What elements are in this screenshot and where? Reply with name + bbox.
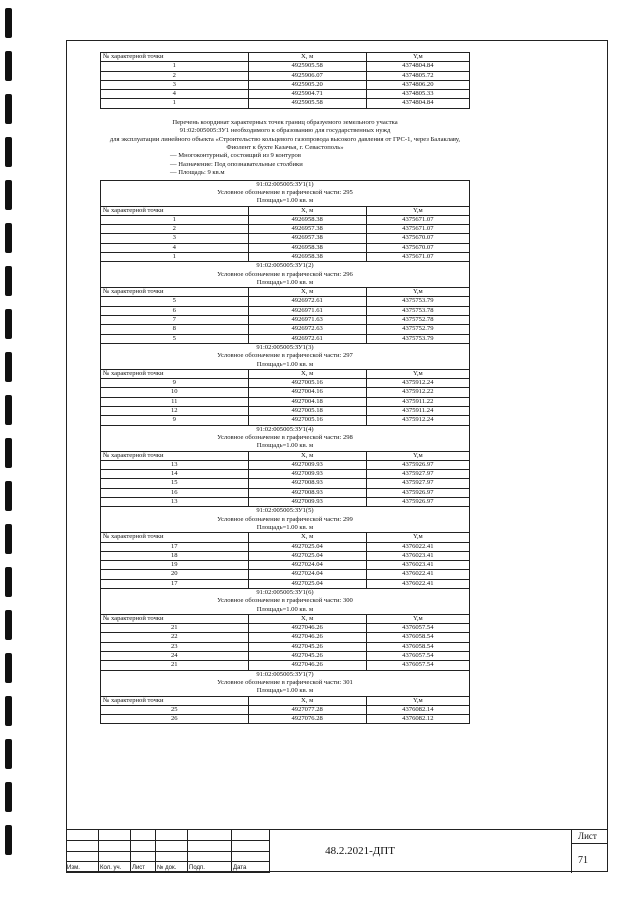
section-designation-row <box>101 189 470 197</box>
y-coordinate: 4375926.97 <box>366 488 469 497</box>
header-point: № характерной точки <box>101 614 249 623</box>
header-x: X, м <box>248 451 366 460</box>
binding-mark <box>5 825 12 855</box>
point-number: 13 <box>101 498 249 507</box>
table-row <box>101 306 470 315</box>
table-row <box>101 460 470 469</box>
sheet-label: Лист <box>578 831 597 841</box>
y-coordinate: 4375927.97 <box>366 470 469 479</box>
point-number: 2 <box>101 225 249 234</box>
table-row <box>101 325 470 334</box>
header-x: X, м <box>248 533 366 542</box>
x-coordinate: 4925905.20 <box>248 80 366 89</box>
point-number: 24 <box>101 652 249 661</box>
x-coordinate: 4927005.16 <box>248 416 366 425</box>
table-header-row <box>101 614 470 623</box>
intro-item-1: — Многоконтурный, состоящий из 9 контуров <box>170 152 301 160</box>
table-header-row <box>101 288 470 297</box>
header-y: Y,м <box>366 614 469 623</box>
section-area: Площадь=1.00 кв. м <box>101 524 470 533</box>
x-coordinate: 4927005.18 <box>248 407 366 416</box>
binding-mark <box>5 352 12 382</box>
y-coordinate: 4376057.54 <box>366 652 469 661</box>
binding-mark <box>5 782 12 812</box>
section-designation: Условное обозначение в графической части: 296 <box>101 271 470 279</box>
y-coordinate: 4375912.22 <box>366 388 469 397</box>
section-area: Площадь=1.00 кв. м <box>101 442 470 451</box>
y-coordinate: 4376082.14 <box>366 705 469 714</box>
stamp-label: Подп. <box>189 865 205 871</box>
y-coordinate: 4375912.24 <box>366 416 469 425</box>
header-point: № характерной точки <box>101 206 249 215</box>
x-coordinate: 4926972.63 <box>248 325 366 334</box>
intro-line-2: 91:02:005005:ЗУ1 необходимого к образованию для государственных нужд <box>179 127 391 135</box>
stamp-cell <box>131 852 156 862</box>
section-id: 91:02:005005:ЗУ1(7) <box>101 670 470 679</box>
intro-line-1: Перечень координат характерных точек границ образуемого земельного участка <box>172 118 398 126</box>
x-coordinate: 4927005.16 <box>248 379 366 388</box>
x-coordinate: 4927025.04 <box>248 579 366 588</box>
table-row <box>101 416 470 425</box>
y-coordinate: 4375752.79 <box>366 325 469 334</box>
binding-mark <box>5 180 12 210</box>
y-coordinate: 4375911.24 <box>366 407 469 416</box>
y-coordinate: 4374806.20 <box>366 80 469 89</box>
point-number: 3 <box>101 80 249 89</box>
x-coordinate: 4927008.93 <box>248 488 366 497</box>
header-point: № характерной точки <box>101 533 249 542</box>
header-y: Y,м <box>366 533 469 542</box>
intro-line-4: Фиолент к бухте Казачья, г. Севастополь» <box>226 144 344 151</box>
section-id: 91:02:005005:ЗУ1(1) <box>101 180 470 189</box>
x-coordinate: 4926957.38 <box>248 234 366 243</box>
header-x: X, м <box>248 288 366 297</box>
stamp-cell <box>131 830 156 841</box>
table-row <box>101 470 470 479</box>
y-coordinate: 4376022.41 <box>366 579 469 588</box>
point-number: 8 <box>101 325 249 334</box>
binding-mark <box>5 653 12 683</box>
table-row <box>101 551 470 560</box>
table-row <box>101 479 470 488</box>
coordinate-content <box>100 52 470 724</box>
section-id: 91:02:005005:ЗУ1(2) <box>101 262 470 271</box>
x-coordinate: 4927046.26 <box>248 624 366 633</box>
intro-item-2: — Назначение: Под опознавательные столбики <box>170 160 303 168</box>
section-area: Площадь=1.00 кв. м <box>101 279 470 288</box>
table-row <box>101 243 470 252</box>
table-row <box>101 407 470 416</box>
section-designation: Условное обозначение в графической части: 300 <box>101 597 470 605</box>
table-row <box>101 334 470 343</box>
table-row <box>101 542 470 551</box>
table-row <box>101 215 470 224</box>
y-coordinate: 4376023.41 <box>366 551 469 560</box>
binding-mark <box>5 94 12 124</box>
stamp-cell <box>131 841 156 852</box>
x-coordinate: 4927009.93 <box>248 470 366 479</box>
header-x: X, м <box>248 369 366 378</box>
point-number: 3 <box>101 234 249 243</box>
section-area: Площадь=1.00 кв. м <box>101 606 470 615</box>
x-coordinate: 4927045.26 <box>248 642 366 651</box>
y-coordinate: 4375753.79 <box>366 297 469 306</box>
section-id-row <box>101 588 470 597</box>
point-number: 16 <box>101 488 249 497</box>
header-point: № характерной точки <box>101 288 249 297</box>
binding-mark <box>5 567 12 597</box>
y-coordinate: 4375926.97 <box>366 498 469 507</box>
point-number: 12 <box>101 407 249 416</box>
y-coordinate: 4374804.84 <box>366 99 469 108</box>
section-id: 91:02:005005:ЗУ1(6) <box>101 588 470 597</box>
section-id-row <box>101 507 470 516</box>
section-area-row <box>101 279 470 288</box>
stamp-cell <box>66 862 99 873</box>
point-number: 21 <box>101 661 249 670</box>
point-number: 10 <box>101 388 249 397</box>
intro-line-3: для эксплуатации линейного объекта «Строительство кольцевого газопровода высокого давления от ГРС-1, через Балаклаву, <box>109 135 461 143</box>
y-coordinate: 4376082.12 <box>366 715 469 724</box>
point-number: 9 <box>101 379 249 388</box>
table-row <box>101 62 470 71</box>
contour-coordinate-table <box>100 180 470 725</box>
x-coordinate: 4925906.07 <box>248 71 366 80</box>
binding-mark <box>5 481 12 511</box>
x-coordinate: 4926972.61 <box>248 297 366 306</box>
point-number: 1 <box>101 62 249 71</box>
x-coordinate: 4927025.04 <box>248 542 366 551</box>
top-coordinate-table <box>100 52 470 109</box>
x-coordinate: 4926958.38 <box>248 253 366 262</box>
sheet-number: 71 <box>578 855 588 866</box>
point-number: 19 <box>101 561 249 570</box>
x-coordinate: 4926972.61 <box>248 334 366 343</box>
point-number: 4 <box>101 243 249 252</box>
table-row <box>101 297 470 306</box>
x-coordinate: 4927025.04 <box>248 551 366 560</box>
binding-mark <box>5 610 12 640</box>
section-area-row <box>101 361 470 370</box>
point-number: 22 <box>101 633 249 642</box>
binding-mark <box>5 739 12 769</box>
table-row <box>101 579 470 588</box>
point-number: 25 <box>101 705 249 714</box>
stamp-cell <box>99 852 131 862</box>
x-coordinate: 4926971.61 <box>248 306 366 315</box>
point-number: 6 <box>101 306 249 315</box>
point-number: 1 <box>101 215 249 224</box>
x-coordinate: 4927045.26 <box>248 652 366 661</box>
section-id-row <box>101 670 470 679</box>
header-x: X, м <box>248 53 366 62</box>
section-area: Площадь=1.00 кв. м <box>101 361 470 370</box>
y-coordinate: 4375671.07 <box>366 253 469 262</box>
x-coordinate: 4927046.26 <box>248 661 366 670</box>
header-point: № характерной точки <box>101 451 249 460</box>
x-coordinate: 4927009.93 <box>248 460 366 469</box>
y-coordinate: 4375670.07 <box>366 234 469 243</box>
y-coordinate: 4375912.24 <box>366 379 469 388</box>
y-coordinate: 4375671.07 <box>366 215 469 224</box>
section-area-row <box>101 524 470 533</box>
stamp-cell <box>66 852 99 862</box>
point-number: 5 <box>101 334 249 343</box>
y-coordinate: 4375753.78 <box>366 306 469 315</box>
header-y: Y,м <box>366 53 469 62</box>
stamp-label: Лист <box>132 865 146 871</box>
point-number: 20 <box>101 570 249 579</box>
point-number: 17 <box>101 542 249 551</box>
binding-mark <box>5 524 12 554</box>
point-number: 17 <box>101 579 249 588</box>
table-row <box>101 661 470 670</box>
y-coordinate: 4374804.84 <box>366 62 469 71</box>
list-intro <box>100 119 470 178</box>
table-header-row <box>101 369 470 378</box>
stamp-cell <box>66 841 99 852</box>
table-row <box>101 624 470 633</box>
section-id: 91:02:005005:ЗУ1(4) <box>101 425 470 434</box>
section-designation: Условное обозначение в графической части: 295 <box>101 189 470 197</box>
point-number: 15 <box>101 479 249 488</box>
binding-mark <box>5 309 12 339</box>
y-coordinate: 4376057.54 <box>366 661 469 670</box>
stamp-cell <box>66 830 99 841</box>
table-row <box>101 488 470 497</box>
table-row <box>101 225 470 234</box>
point-number: 11 <box>101 397 249 406</box>
point-number: 13 <box>101 460 249 469</box>
table-row <box>101 90 470 99</box>
header-x: X, м <box>248 696 366 705</box>
section-designation-row <box>101 352 470 360</box>
section-designation-row <box>101 516 470 524</box>
table-row <box>101 570 470 579</box>
point-number: 23 <box>101 642 249 651</box>
section-designation: Условное обозначение в графической части: 298 <box>101 434 470 442</box>
point-number: 26 <box>101 715 249 724</box>
x-coordinate: 4925905.58 <box>248 99 366 108</box>
table-row <box>101 316 470 325</box>
stamp-cell <box>99 862 131 873</box>
section-designation-row <box>101 434 470 442</box>
binding-mark <box>5 696 12 726</box>
table-row <box>101 715 470 724</box>
stamp-label: № док. <box>157 865 177 871</box>
section-id-row <box>101 180 470 189</box>
document-code: 48.2.2021-ДПТ <box>325 845 395 857</box>
table-row <box>101 99 470 108</box>
x-coordinate: 4927077.28 <box>248 705 366 714</box>
section-id: 91:02:005005:ЗУ1(3) <box>101 343 470 352</box>
y-coordinate: 4375911.22 <box>366 397 469 406</box>
section-area: Площадь=1.00 кв. м <box>101 687 470 696</box>
stamp-label: Изм. <box>67 865 80 871</box>
y-coordinate: 4376058.54 <box>366 642 469 651</box>
point-number: 2 <box>101 71 249 80</box>
y-coordinate: 4375752.78 <box>366 316 469 325</box>
y-coordinate: 4376022.41 <box>366 542 469 551</box>
y-coordinate: 4376022.41 <box>366 570 469 579</box>
table-row <box>101 234 470 243</box>
x-coordinate: 4926957.38 <box>248 225 366 234</box>
y-coordinate: 4375753.79 <box>366 334 469 343</box>
table-row <box>101 633 470 642</box>
table-row <box>101 80 470 89</box>
section-id-row <box>101 425 470 434</box>
x-coordinate: 4926958.38 <box>248 243 366 252</box>
x-coordinate: 4925905.58 <box>248 62 366 71</box>
section-designation: Условное обозначение в графической части: 297 <box>101 352 470 360</box>
header-point: № характерной точки <box>101 369 249 378</box>
x-coordinate: 4927004.18 <box>248 397 366 406</box>
y-coordinate: 4376023.41 <box>366 561 469 570</box>
header-y: Y,м <box>366 451 469 460</box>
header-point: № характерной точки <box>101 696 249 705</box>
point-number: 21 <box>101 624 249 633</box>
section-id-row <box>101 262 470 271</box>
x-coordinate: 4927024.04 <box>248 561 366 570</box>
point-number: 1 <box>101 99 249 108</box>
point-number: 4 <box>101 90 249 99</box>
header-y: Y,м <box>366 369 469 378</box>
x-coordinate: 4927004.16 <box>248 388 366 397</box>
y-coordinate: 4376057.54 <box>366 624 469 633</box>
x-coordinate: 4927076.28 <box>248 715 366 724</box>
header-y: Y,м <box>366 206 469 215</box>
binding-mark <box>5 51 12 81</box>
section-area-row <box>101 197 470 206</box>
x-coordinate: 4927009.93 <box>248 498 366 507</box>
table-row <box>101 498 470 507</box>
x-coordinate: 4926971.63 <box>248 316 366 325</box>
table-header-row <box>101 53 470 62</box>
header-y: Y,м <box>366 288 469 297</box>
table-row <box>101 561 470 570</box>
binding-mark <box>5 137 12 167</box>
binding-mark <box>5 266 12 296</box>
binding-mark <box>5 8 12 38</box>
section-area: Площадь=1.00 кв. м <box>101 197 470 206</box>
section-designation-row <box>101 679 470 687</box>
stamp-label: Дата <box>233 865 247 871</box>
table-header-row <box>101 206 470 215</box>
header-point: № характерной точки <box>101 53 249 62</box>
y-coordinate: 4375927.97 <box>366 479 469 488</box>
y-coordinate: 4376058.54 <box>366 633 469 642</box>
stamp-cell <box>99 841 131 852</box>
header-x: X, м <box>248 206 366 215</box>
table-row <box>101 253 470 262</box>
y-coordinate: 4375926.97 <box>366 460 469 469</box>
section-area-row <box>101 442 470 451</box>
intro-item-3: — Площадь: 9 кв.м <box>170 169 225 177</box>
point-number: 5 <box>101 297 249 306</box>
binding-mark <box>5 395 12 425</box>
section-designation: Условное обозначение в графической части: 299 <box>101 516 470 524</box>
point-number: 14 <box>101 470 249 479</box>
table-row <box>101 397 470 406</box>
table-row <box>101 71 470 80</box>
table-header-row <box>101 696 470 705</box>
y-coordinate: 4374805.72 <box>366 71 469 80</box>
section-area-row <box>101 687 470 696</box>
stamp-cell <box>131 862 156 873</box>
y-coordinate: 4375671.07 <box>366 225 469 234</box>
table-row <box>101 388 470 397</box>
binding-mark <box>5 223 12 253</box>
header-y: Y,м <box>366 696 469 705</box>
section-area-row <box>101 606 470 615</box>
stamp-label: Кол. уч. <box>100 865 122 871</box>
stamp-cell <box>99 830 131 841</box>
point-number: 1 <box>101 253 249 262</box>
binding-mark <box>5 438 12 468</box>
x-coordinate: 4926958.38 <box>248 215 366 224</box>
section-id-row <box>101 343 470 352</box>
table-header-row <box>101 451 470 460</box>
point-number: 9 <box>101 416 249 425</box>
table-row <box>101 652 470 661</box>
header-x: X, м <box>248 614 366 623</box>
point-number: 18 <box>101 551 249 560</box>
x-coordinate: 4925904.71 <box>248 90 366 99</box>
y-coordinate: 4375670.07 <box>366 243 469 252</box>
binding-strip <box>0 0 30 905</box>
section-designation-row <box>101 271 470 279</box>
x-coordinate: 4927024.04 <box>248 570 366 579</box>
x-coordinate: 4927046.26 <box>248 633 366 642</box>
point-number: 7 <box>101 316 249 325</box>
section-id: 91:02:005005:ЗУ1(5) <box>101 507 470 516</box>
section-designation: Условное обозначение в графической части: 301 <box>101 679 470 687</box>
table-row <box>101 705 470 714</box>
table-row <box>101 379 470 388</box>
y-coordinate: 4374805.33 <box>366 90 469 99</box>
table-header-row <box>101 533 470 542</box>
table-row <box>101 642 470 651</box>
x-coordinate: 4927008.93 <box>248 479 366 488</box>
section-designation-row <box>101 597 470 605</box>
